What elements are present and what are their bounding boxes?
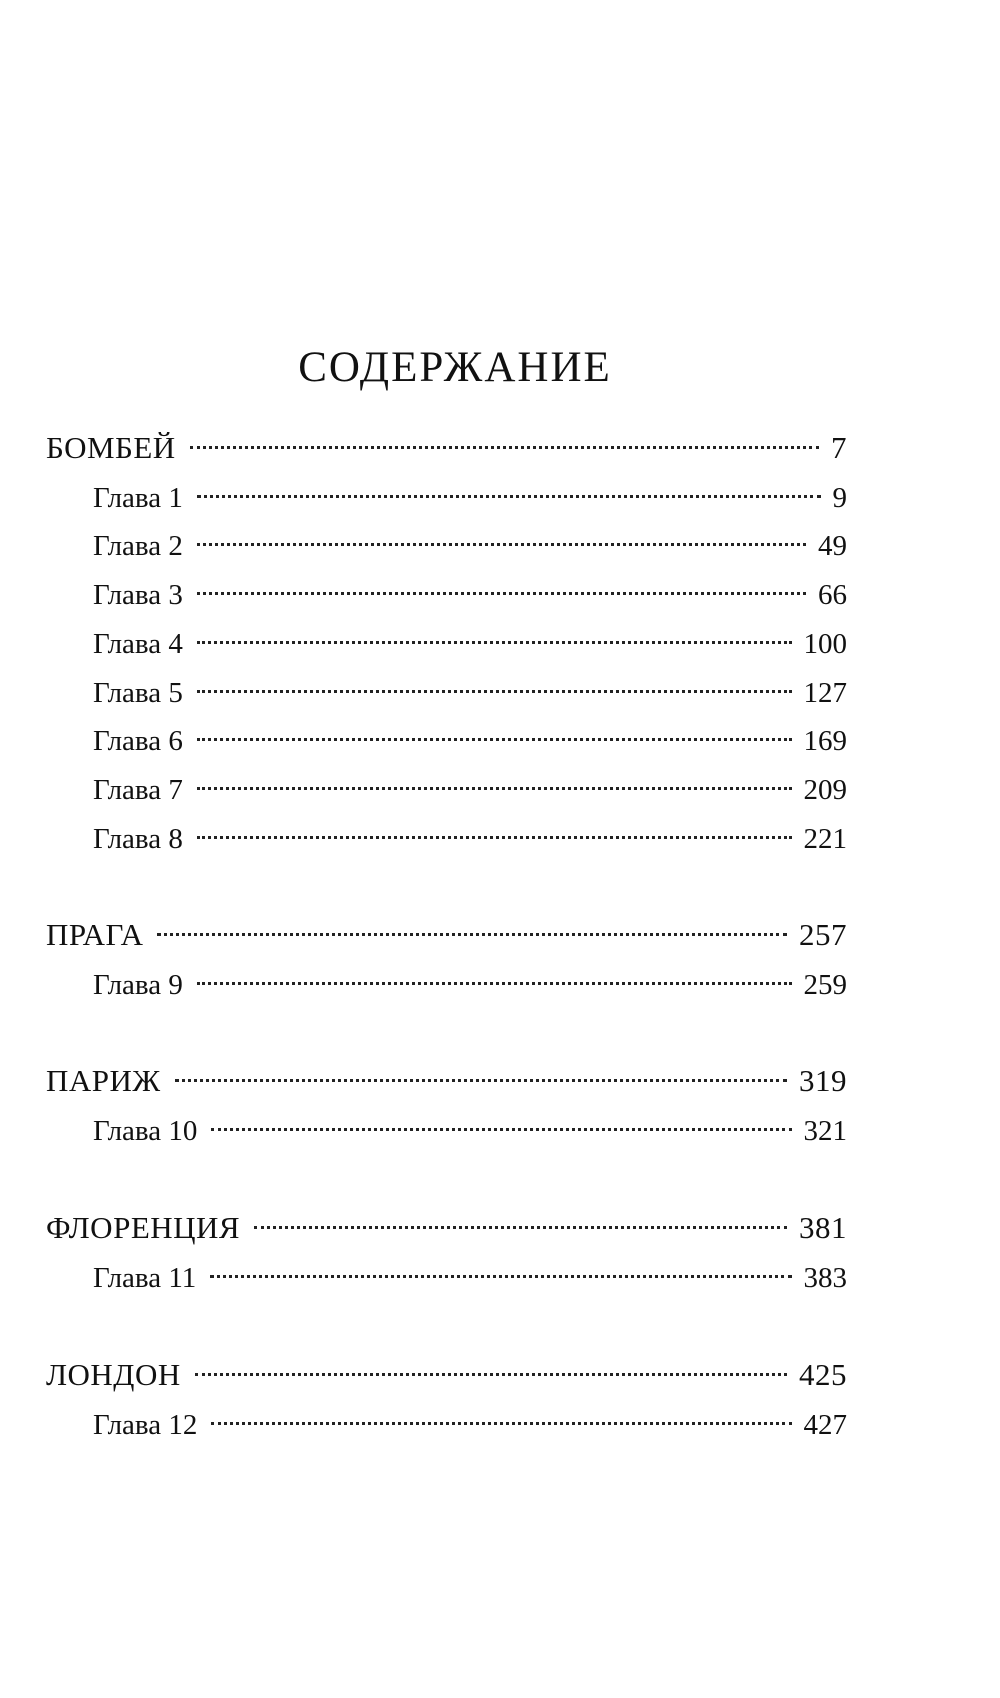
dot-leader (210, 1247, 791, 1287)
chapter-title: Глава 4 (93, 628, 183, 660)
dot-leader (211, 1394, 791, 1434)
dot-leader (197, 759, 792, 799)
page-number: 381 (799, 1210, 847, 1245)
chapter-title: Глава 9 (93, 969, 183, 1001)
page-number: 425 (799, 1357, 847, 1392)
chapter-title: Глава 11 (93, 1262, 197, 1294)
toc-chapter-entry[interactable] (0, 662, 847, 713)
page-number: 383 (803, 1262, 847, 1294)
chapter-title: Глава 6 (93, 725, 183, 757)
page-number: 321 (803, 1115, 847, 1147)
dot-leader (197, 662, 792, 702)
page-number: 259 (803, 969, 847, 1001)
part-title: БОМБЕЙ (46, 430, 176, 465)
dot-leader (157, 905, 787, 945)
page-number: 7 (831, 430, 847, 465)
page-number: 257 (799, 917, 847, 952)
part-title: ПАРИЖ (46, 1063, 161, 1098)
page-number: 221 (803, 823, 847, 855)
dot-leader (197, 613, 792, 653)
page-number: 169 (803, 725, 847, 757)
part-title: ФЛОРЕНЦИЯ (46, 1210, 241, 1245)
toc-chapter-entry[interactable] (0, 515, 847, 566)
chapter-title: Глава 8 (93, 823, 183, 855)
dot-leader (190, 418, 819, 458)
dot-leader (175, 1051, 787, 1091)
toc-chapter-entry[interactable] (0, 1100, 847, 1151)
toc-chapter-entry[interactable] (0, 954, 847, 1005)
page-title: СОДЕРЖАНИЕ (298, 344, 612, 391)
dot-leader (197, 808, 792, 848)
dot-leader (197, 564, 806, 604)
chapter-title: Глава 12 (93, 1409, 198, 1441)
part-title: ЛОНДОН (46, 1357, 181, 1392)
part-title: ПРАГА (46, 917, 144, 952)
chapter-title: Глава 3 (93, 579, 183, 611)
dot-leader (254, 1198, 787, 1238)
toc-part-entry[interactable] (0, 418, 847, 468)
page-number: 127 (803, 677, 847, 709)
toc-chapter-entry[interactable] (0, 808, 847, 859)
toc-part-entry[interactable] (0, 1051, 847, 1101)
page-number: 66 (818, 579, 847, 611)
toc-part-entry[interactable] (0, 1345, 847, 1395)
dot-leader (211, 1100, 791, 1140)
toc-chapter-entry[interactable] (0, 564, 847, 615)
dot-leader (197, 467, 821, 507)
toc-chapter-entry[interactable] (0, 1247, 847, 1298)
page-number: 427 (803, 1409, 847, 1441)
page-number: 319 (799, 1063, 847, 1098)
toc-chapter-entry[interactable] (0, 759, 847, 810)
chapter-title: Глава 1 (93, 482, 183, 514)
page-number: 209 (803, 774, 847, 806)
dot-leader (197, 710, 792, 750)
dot-leader (197, 954, 792, 994)
page-number: 49 (818, 530, 847, 562)
toc-part-entry[interactable] (0, 1198, 847, 1248)
chapter-title: Глава 10 (93, 1115, 198, 1147)
toc-chapter-entry[interactable] (0, 710, 847, 761)
page-number: 9 (832, 482, 847, 514)
dot-leader (195, 1345, 787, 1385)
page-number: 100 (803, 628, 847, 660)
toc-chapter-entry[interactable] (0, 1394, 847, 1445)
toc-chapter-entry[interactable] (0, 613, 847, 664)
chapter-title: Глава 2 (93, 530, 183, 562)
chapter-title: Глава 7 (93, 774, 183, 806)
chapter-title: Глава 5 (93, 677, 183, 709)
toc-part-entry[interactable] (0, 905, 847, 955)
dot-leader (197, 515, 806, 555)
toc-chapter-entry[interactable] (0, 467, 847, 518)
